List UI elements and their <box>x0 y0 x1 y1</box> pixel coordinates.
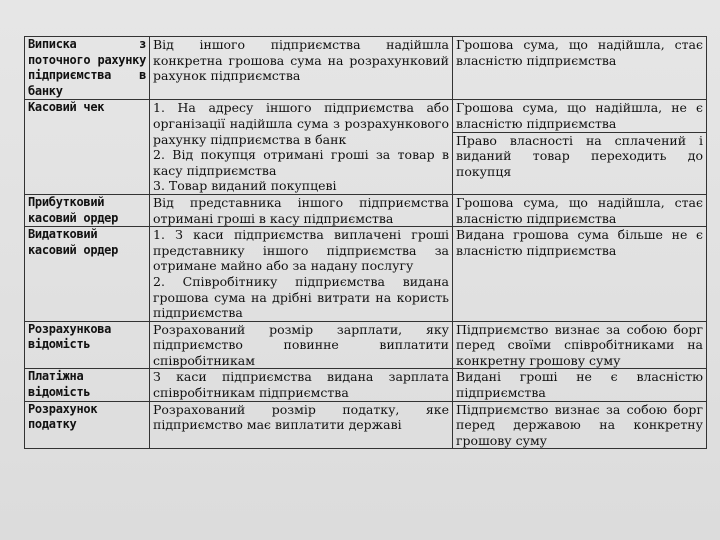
description-text: 2. Співробітнику підприємства видана грошова сума на дрібні витрати на користь підприємства <box>153 273 449 321</box>
type-text: Касовий чек <box>28 100 105 115</box>
description-text: Розрахований розмір податку, яке підприємство має виплатити державі <box>153 401 449 433</box>
description-text: 2. Від покупця отримані гроші за товар в касу підприємства <box>153 147 449 178</box>
table-row <box>25 37 707 100</box>
documents-table <box>24 36 707 449</box>
description-text: 3. Товар виданий покупцеві <box>153 178 337 194</box>
description-text: Від іншого підприємства надійшла конкретна грошова сума на розрахунковий рахунок підприємства <box>153 37 449 84</box>
consequence-text: Підприємство визнає за собою борг перед державою на конкретну грошову суму <box>456 401 703 448</box>
operation-description-cell <box>150 194 453 226</box>
description-text: З каси підприємства видана зарплата співробітникам підприємства <box>153 369 449 401</box>
operation-description-cell <box>150 321 453 369</box>
consequence-text: Видані гроші не є власністю підприємства <box>456 369 703 401</box>
consequence-cell <box>453 37 707 100</box>
type-text: Видатковий касовий ордер <box>28 227 119 257</box>
consequence-cell <box>453 227 707 322</box>
operation-description-cell <box>150 227 453 322</box>
document-type-cell <box>25 194 150 226</box>
table-row <box>25 194 707 226</box>
type-text: Розрахунок податку <box>28 401 98 432</box>
consequence-cell <box>453 369 707 401</box>
document-type-cell <box>25 321 150 369</box>
consequence-text: Право власності на сплачений і виданий товар переходить до покупця <box>456 132 703 179</box>
type-text: Платіжна відомість <box>28 369 91 400</box>
description-text: 1. З каси підприємства виплачені гроші представнику іншого підприємства за отримане майно або за надану послугу <box>153 227 449 274</box>
consequence-cell <box>453 100 707 195</box>
description-text: 1. На адресу іншого підприємства або організації надійшла сума з розрахункового рахунку підприємства в банк <box>153 100 449 147</box>
table-row <box>25 227 707 322</box>
consequence-text: Підприємство визнає за собою борг перед своїми співробітниками на конкретну грошову суму <box>456 321 703 368</box>
document-type-cell <box>25 227 150 322</box>
document-type-cell <box>25 100 150 195</box>
type-text: Прибутковий касовий ордер <box>28 194 119 225</box>
document-type-cell <box>25 401 150 449</box>
operation-description-cell <box>150 37 453 100</box>
consequence-cell <box>453 194 707 226</box>
operation-description-cell <box>150 369 453 401</box>
consequence-cell <box>453 321 707 369</box>
table-row <box>25 401 707 449</box>
table-row <box>25 100 707 195</box>
type-text: Виписка з поточного рахунку підприємства в банку <box>28 37 146 98</box>
consequence-text: Видана грошова сума більше не є власністю підприємства <box>456 227 703 258</box>
consequence-text: Грошова сума, що надійшла, стає власністю підприємства <box>456 194 703 226</box>
table-row <box>25 369 707 401</box>
type-text: Розрахункова відомість <box>28 321 112 352</box>
description-text: Розрахований розмір зарплати, яку підприємство повинне виплатити співробітникам <box>153 321 449 368</box>
operation-description-cell <box>150 401 453 449</box>
consequence-text: Грошова сума, що надійшла, не є власністю підприємства <box>456 100 703 131</box>
operation-description-cell <box>150 100 453 195</box>
document-type-cell <box>25 369 150 401</box>
consequence-text: Грошова сума, що надійшла, стає власністю підприємства <box>456 37 703 68</box>
table-row <box>25 321 707 369</box>
document-type-cell <box>25 37 150 100</box>
consequence-cell <box>453 401 707 449</box>
description-text: Від представника іншого підприємства отримані гроші в касу підприємства <box>153 194 449 226</box>
